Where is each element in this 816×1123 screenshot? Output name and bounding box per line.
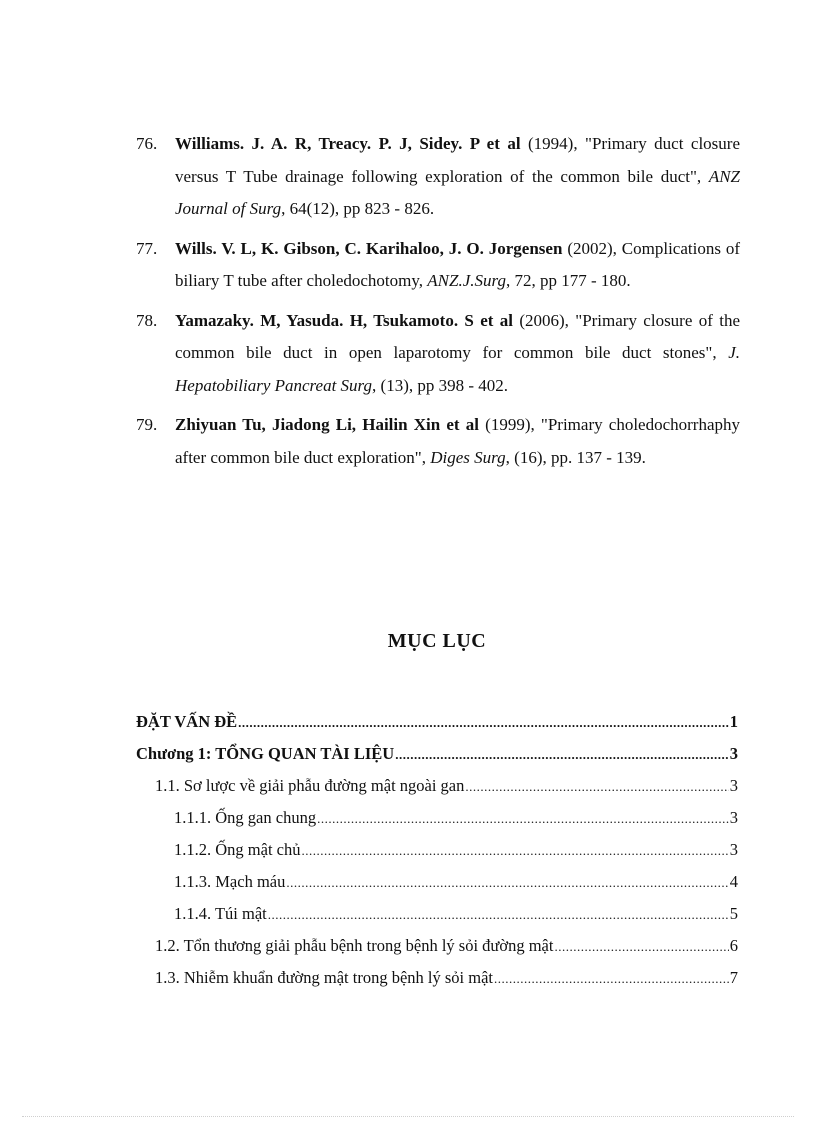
toc-leader-dots [465,779,728,795]
reference-item [136,128,740,226]
toc-page-number: 1 [729,712,738,731]
toc-entry-label: 1.1.3. Mạch máu [174,872,286,891]
toc-entry[interactable] [136,936,738,968]
toc-leader-dots [286,875,728,891]
toc-leader-dots [301,843,728,859]
reference-item [136,233,740,298]
reference-text [175,409,740,474]
reference-list [136,128,740,481]
reference-authors: Yamazaky. M, Yasuda. H, Tsukamoto. S et al [175,310,513,330]
toc-page-number: 7 [729,968,738,987]
reference-details: (2006), "Primary closure of the common bile duct in open laparotomy for common bile duct stones", [175,310,740,362]
toc-entry-label: 1.1.2. Ống mật chủ [174,840,301,859]
toc-entry[interactable] [136,744,738,776]
toc-leader-dots [268,907,729,923]
reference-volume: , (16), pp. 137 - 139. [505,447,646,467]
toc-entry-label: 1.2. Tổn thương giải phẫu bệnh trong bệnh lý sỏi đường mật [155,936,554,955]
toc-page-number: 4 [729,872,738,891]
reference-number: 76. [136,134,158,153]
toc-leader-dots [238,715,729,731]
reference-volume: , (13), pp 398 - 402. [372,375,509,395]
toc-entry-label: 1.3. Nhiễm khuẩn đường mật trong bệnh lý sỏi mật [155,968,494,987]
toc-leader-dots [554,939,728,955]
toc-entry[interactable] [136,968,738,1000]
toc-page-number: 3 [729,840,738,859]
reference-details: (1999), "Primary choledochorrhaphy after common bile duct exploration", [175,415,741,467]
reference-authors: Wills. V. L, K. Gibson, C. Karihaloo, J. O. Jorgensen [175,238,563,258]
reference-number: 78. [136,310,158,330]
toc-entry-label: ĐẶT VẤN ĐỀ [136,712,238,731]
toc-page-number: 3 [729,808,738,827]
reference-number: 77. [136,238,158,258]
toc-page-number: 6 [729,936,738,955]
reference-journal: ANZ Journal of Surg [175,166,740,218]
toc-title: MỤC LỤC [387,630,487,652]
reference-number: 79. [136,415,158,434]
reference-volume: , 64(12), pp 823 - 826. [281,199,435,218]
reference-item [136,409,740,474]
reference-authors: Williams. J. A. R, Treacy. P. J, Sidey. P et al [175,134,521,153]
toc-entry[interactable] [136,776,738,808]
reference-text [175,128,740,226]
toc-leader-dots [494,971,729,987]
reference-authors: Zhiyuan Tu, Jiadong Li, Hailin Xin et al [175,415,479,434]
toc-leader-dots [395,747,729,763]
reference-journal: Diges Surg [430,447,506,467]
reference-journal: J. Hepatobiliary Pancreat Surg [175,343,740,395]
table-of-contents [136,712,738,1000]
reference-details: (1994), "Primary duct closure versus T Tube drainage following exploration of the common bile duct", [175,134,740,186]
toc-entry-label: 1.1. Sơ lược về giải phẫu đường mật ngoài gan [155,776,465,795]
toc-page-number: 3 [729,744,738,763]
toc-entry[interactable] [136,872,738,904]
toc-entry[interactable] [136,840,738,872]
reference-text [175,305,740,403]
reference-journal: ANZ.J.Surg [427,271,506,290]
toc-entry[interactable] [136,904,738,936]
reference-details: (2002), Complications of biliary T tube after choledochotomy, [175,238,740,290]
toc-entry-label: 1.1.1. Ống gan chung [174,808,317,827]
reference-volume: , 72, pp 177 - 180. [505,271,631,290]
toc-entry-label: Chương 1: TỔNG QUAN TÀI LIỆU [136,744,395,763]
toc-page-number: 3 [729,776,738,795]
toc-page-number: 5 [729,904,738,923]
toc-entry-label: 1.1.4. Túi mật [174,904,267,923]
reference-text [175,233,740,298]
toc-leader-dots [317,811,729,827]
reference-item [136,305,740,403]
toc-entry[interactable] [136,712,738,744]
toc-entry[interactable] [136,808,738,840]
page-bottom-divider [22,1116,794,1117]
